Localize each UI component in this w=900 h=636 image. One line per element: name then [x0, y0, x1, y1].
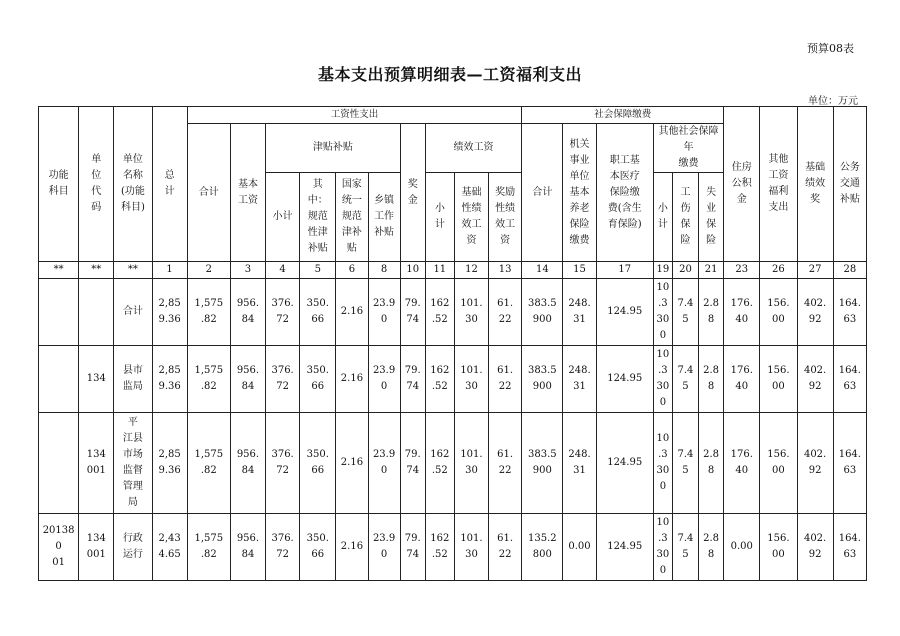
cell-value: 0.00	[563, 514, 596, 581]
index-cell: 17	[596, 262, 653, 279]
index-cell: 3	[230, 262, 265, 279]
cell-name: 县市 监局	[114, 346, 152, 413]
cell-value: 350. 66	[300, 514, 336, 581]
cell-value: 176. 40	[724, 279, 760, 346]
col-unit-code: 单 位 代 码	[79, 107, 114, 262]
cell-value: 956. 84	[230, 413, 265, 514]
index-cell: **	[79, 262, 114, 279]
cell-value: 0.00	[724, 514, 760, 581]
cell-value: 376. 72	[266, 346, 300, 413]
group-other-social: 其他社会保障年 缴费	[653, 124, 723, 173]
cell-value: 376. 72	[266, 514, 300, 581]
index-cell: 23	[724, 262, 760, 279]
cell-value: 402. 92	[797, 514, 833, 581]
cell-value: 10 .3 30 0	[653, 346, 672, 413]
cell-value: 101. 30	[454, 279, 488, 346]
table-row	[39, 514, 867, 581]
col-perf-reward: 奖励 性绩 效工 资	[489, 173, 522, 262]
cell-value: 164. 63	[833, 514, 866, 581]
cell-value: 248. 31	[563, 346, 596, 413]
cell-value: 2.8 8	[699, 413, 724, 514]
index-cell: 6	[336, 262, 368, 279]
cell-value: 7.4 5	[672, 514, 698, 581]
cell-value: 135.2 800	[522, 514, 563, 581]
form-number: 预算08表	[807, 42, 854, 55]
index-cell: 12	[454, 262, 488, 279]
table-row	[39, 413, 867, 514]
cell-name: 合计	[114, 279, 152, 346]
col-traffic: 公务 交通 补贴	[833, 107, 866, 262]
cell-value: 2.8 8	[699, 346, 724, 413]
cell-value: 101. 30	[454, 413, 488, 514]
col-perf-basic: 基础 性绩 效工 资	[454, 173, 488, 262]
index-cell: 13	[489, 262, 522, 279]
cell-value: 1,575 .82	[187, 279, 230, 346]
cell-value: 2.16	[336, 514, 368, 581]
index-cell: 10	[400, 262, 425, 279]
index-cell: 2	[187, 262, 230, 279]
cell-value: 162 .52	[425, 514, 454, 581]
index-cell: 27	[797, 262, 833, 279]
cell-value: 2.16	[336, 346, 368, 413]
cell-value: 79. 74	[400, 514, 425, 581]
cell-func	[39, 413, 79, 514]
group-perf: 绩效工资	[425, 124, 521, 173]
index-cell: 14	[522, 262, 563, 279]
index-cell: 11	[425, 262, 454, 279]
col-allow-sub: 小计	[266, 173, 300, 262]
index-cell: 15	[563, 262, 596, 279]
cell-value: 164. 63	[833, 279, 866, 346]
cell-value: 350. 66	[300, 346, 336, 413]
cell-name: 行政 运行	[114, 514, 152, 581]
cell-value: 61. 22	[489, 413, 522, 514]
cell-value: 248. 31	[563, 279, 596, 346]
col-other-unemp: 失 业 保 险	[699, 173, 724, 262]
cell-value: 176. 40	[724, 413, 760, 514]
col-func: 功能 科目	[39, 107, 79, 262]
table-row	[39, 279, 867, 346]
cell-value: 156. 00	[760, 279, 797, 346]
cell-value: 2,43 4.65	[152, 514, 187, 581]
cell-value: 402. 92	[797, 413, 833, 514]
cell-value: 1,575 .82	[187, 413, 230, 514]
cell-code: 134 001	[79, 413, 114, 514]
page-title: 基本支出预算明细表—工资福利支出	[317, 65, 582, 84]
cell-value: 101. 30	[454, 514, 488, 581]
cell-value: 2.8 8	[699, 279, 724, 346]
col-allow-town: 乡镇 工作 补贴	[368, 173, 400, 262]
cell-value: 162 .52	[425, 279, 454, 346]
col-allow-national: 国家 统一 规范 津补 贴	[336, 173, 368, 262]
group-wage: 工资性支出	[187, 107, 522, 124]
cell-value: 956. 84	[230, 346, 265, 413]
index-cell: 21	[699, 262, 724, 279]
cell-value: 956. 84	[230, 514, 265, 581]
index-cell: 5	[300, 262, 336, 279]
cell-value: 61. 22	[489, 346, 522, 413]
cell-value: 350. 66	[300, 413, 336, 514]
group-social: 社会保障缴费	[522, 107, 724, 124]
cell-value: 402. 92	[797, 346, 833, 413]
cell-value: 7.4 5	[672, 279, 698, 346]
cell-value: 956. 84	[230, 279, 265, 346]
cell-value: 376. 72	[266, 279, 300, 346]
cell-value: 376. 72	[266, 413, 300, 514]
cell-value: 2,85 9.36	[152, 346, 187, 413]
cell-value: 2,85 9.36	[152, 413, 187, 514]
cell-value: 124.95	[596, 413, 653, 514]
cell-func: 201380 01	[39, 514, 79, 581]
cell-value: 176. 40	[724, 346, 760, 413]
index-cell: 4	[266, 262, 300, 279]
col-basic: 基本 工资	[230, 124, 265, 262]
cell-value: 79. 74	[400, 346, 425, 413]
cell-value: 61. 22	[489, 514, 522, 581]
cell-value: 164. 63	[833, 346, 866, 413]
col-social-medical: 职工基 本医疗 保险缴 费(含生 育保险)	[596, 124, 653, 262]
col-housing: 住房 公积 金	[724, 107, 760, 262]
cell-value: 124.95	[596, 346, 653, 413]
index-cell: 8	[368, 262, 400, 279]
cell-code	[79, 279, 114, 346]
cell-value: 402. 92	[797, 279, 833, 346]
cell-value: 124.95	[596, 514, 653, 581]
index-cell: 1	[152, 262, 187, 279]
col-perf-award: 基础 绩效 奖	[797, 107, 833, 262]
cell-value: 2.16	[336, 279, 368, 346]
cell-func	[39, 346, 79, 413]
table-row	[39, 346, 867, 413]
cell-value: 248. 31	[563, 413, 596, 514]
cell-value: 61. 22	[489, 279, 522, 346]
index-cell: 28	[833, 262, 866, 279]
cell-name: 平 江县 市场 监督 管理 局	[114, 413, 152, 514]
cell-value: 383.5 900	[522, 346, 563, 413]
index-cell: 26	[760, 262, 797, 279]
col-perf-sub: 小 计	[425, 173, 454, 262]
cell-value: 101. 30	[454, 346, 488, 413]
col-bonus: 奖 金	[400, 124, 425, 262]
index-cell: 19	[653, 262, 672, 279]
index-cell: **	[39, 262, 79, 279]
cell-value: 10 .3 30 0	[653, 514, 672, 581]
cell-value: 10 .3 30 0	[653, 279, 672, 346]
cell-value: 2,85 9.36	[152, 279, 187, 346]
index-cell: 20	[672, 262, 698, 279]
index-cell: **	[114, 262, 152, 279]
cell-value: 79. 74	[400, 413, 425, 514]
col-other-welfare: 其他 工资 福利 支出	[760, 107, 797, 262]
cell-value: 1,575 .82	[187, 514, 230, 581]
col-social-pension: 机关 事业 单位 基本 养老 保险 缴费	[563, 124, 596, 262]
cell-value: 79. 74	[400, 279, 425, 346]
cell-value: 156. 00	[760, 413, 797, 514]
cell-value: 23.9 0	[368, 514, 400, 581]
col-allow-norm: 其 中： 规范 性津 补贴	[300, 173, 336, 262]
cell-func	[39, 279, 79, 346]
cell-value: 383.5 900	[522, 413, 563, 514]
cell-value: 156. 00	[760, 514, 797, 581]
group-allowance: 津贴补贴	[266, 124, 401, 173]
cell-value: 350. 66	[300, 279, 336, 346]
cell-value: 1,575 .82	[187, 346, 230, 413]
col-unit-name: 单位 名称 (功能 科目)	[114, 107, 152, 262]
col-total: 总 计	[152, 107, 187, 262]
cell-value: 162 .52	[425, 346, 454, 413]
cell-code: 134	[79, 346, 114, 413]
cell-value: 162 .52	[425, 413, 454, 514]
cell-value: 10 .3 30 0	[653, 413, 672, 514]
cell-value: 7.4 5	[672, 413, 698, 514]
col-other-sub: 小 计	[653, 173, 672, 262]
cell-value: 23.9 0	[368, 279, 400, 346]
cell-value: 164. 63	[833, 413, 866, 514]
cell-value: 383.5 900	[522, 279, 563, 346]
col-wage-total: 合计	[187, 124, 230, 262]
cell-value: 2.8 8	[699, 514, 724, 581]
cell-value: 23.9 0	[368, 346, 400, 413]
unit-label: 单位：万元	[808, 96, 858, 107]
cell-value: 124.95	[596, 279, 653, 346]
col-social-total: 合计	[522, 124, 563, 262]
index-row	[39, 262, 867, 279]
cell-code: 134 001	[79, 514, 114, 581]
col-other-injury: 工 伤 保 险	[672, 173, 698, 262]
budget-table	[38, 106, 867, 581]
cell-value: 7.4 5	[672, 346, 698, 413]
cell-value: 23.9 0	[368, 413, 400, 514]
cell-value: 2.16	[336, 413, 368, 514]
cell-value: 156. 00	[760, 346, 797, 413]
